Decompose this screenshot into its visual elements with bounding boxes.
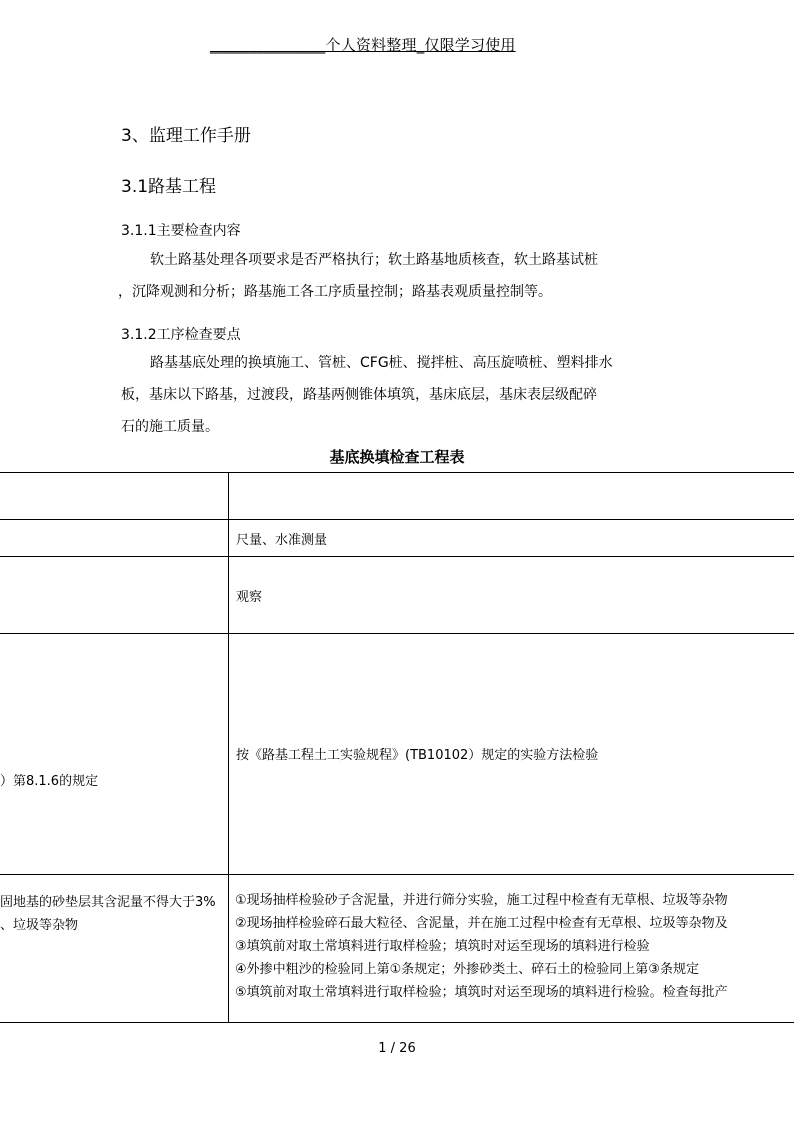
- cell-line: ①现场抽样检验砂子含泥量，并进行筛分实验，施工过程中检查有无草根、垃圾等杂物: [235, 893, 728, 908]
- heading-process-check-points: 3.1.2工序检查要点: [121, 327, 241, 343]
- paragraph-line: 石的施工质量。: [121, 419, 219, 435]
- table-row: [0, 520, 794, 557]
- paragraph-line: 软土路基处理各项要求是否严格执行；软土路基地质核查，软土路基试桩: [150, 252, 598, 268]
- cell-line: ③填筑前对取土常填料进行取样检验；填筑时对运至现场的填料进行检验: [235, 939, 650, 954]
- cell-line: ②现场抽样检验碎石最大粒径、含泥量，并在施工过程中检查有无草根、垃圾等杂物及: [235, 916, 728, 931]
- cell-line: 、垃圾等杂物: [0, 918, 79, 933]
- cell-line: ④外掺中粗沙的检验同上第①条规定；外掺砂类土、碎石土的检验同上第③条规定: [235, 962, 699, 977]
- cell-line: 固地基的砂垫层其含泥量不得大于3%: [0, 895, 216, 910]
- table-cell: [0, 520, 229, 557]
- page-header: [210, 34, 516, 55]
- section-title: 3、监理工作手册: [121, 126, 251, 146]
- table-row: [0, 875, 794, 1023]
- table-cell: [0, 557, 229, 634]
- table-row: [0, 557, 794, 634]
- table-cell: [229, 473, 794, 520]
- table-cell: [0, 875, 229, 1023]
- heading-main-check-content: 3.1.1主要检查内容: [121, 223, 241, 239]
- paragraph-line: 板，基床以下路基，过渡段，路基两侧锥体填筑，基床底层，基床表层级配碎: [121, 387, 597, 403]
- table-cell: 尺量、水准测量: [229, 520, 794, 557]
- paragraph-line: ，沉降观测和分析；路基施工各工序质量控制；路基表观质量控制等。: [118, 284, 552, 300]
- header-dashes: _______________: [210, 36, 326, 54]
- table-row: [0, 634, 794, 875]
- cell-line: ⑤填筑前对取土常填料进行取样检验；填筑时对运至现场的填料进行检验。检查每批产: [235, 985, 728, 1000]
- table-cell: [229, 875, 794, 1023]
- subsection-title: 3.1路基工程: [121, 177, 217, 197]
- table-title: 基底换填检查工程表: [329, 448, 465, 466]
- table-cell: ）第8.1.6的规定: [0, 634, 229, 875]
- inspection-table: [0, 472, 794, 1023]
- paragraph-line: 路基基底处理的换填施工、管桩、CFG桩、搅拌桩、高压旋喷桩、塑料排水: [150, 355, 613, 371]
- table-cell: 观察: [229, 557, 794, 634]
- header-text: 个人资料整理_仅限学习使用: [325, 36, 516, 54]
- table-cell: 按《路基工程土工实验规程》(TB10102）规定的实验方法检验: [229, 634, 794, 875]
- table-cell: [0, 473, 229, 520]
- page-number: 1 / 26: [378, 1041, 416, 1056]
- table-row: [0, 473, 794, 520]
